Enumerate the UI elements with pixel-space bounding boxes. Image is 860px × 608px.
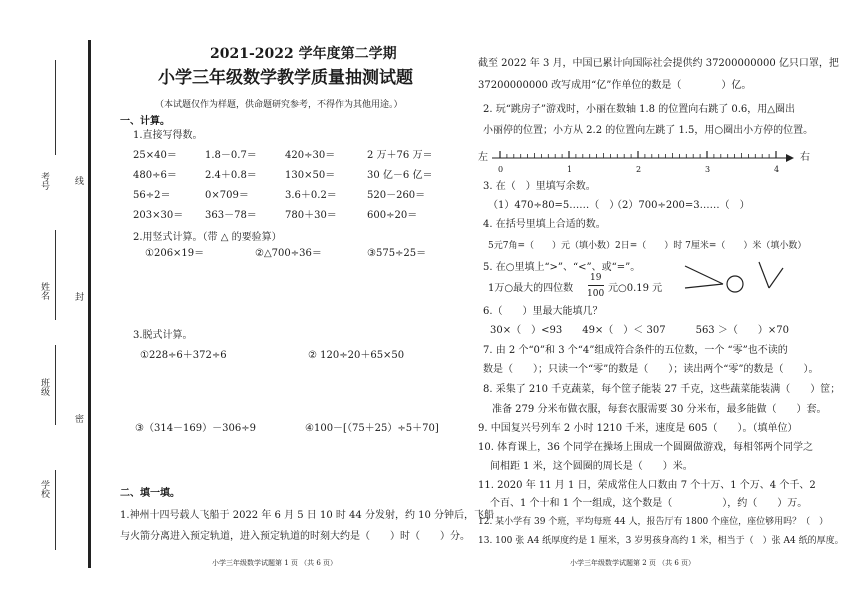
fill-q11-line2: 个百、1 个十和 1 个一组成，这个数是（ ），约（ ）万。 — [490, 498, 808, 509]
calc-cell: 2 万＋76 万＝ — [367, 150, 433, 161]
label-banji: 班级 — [39, 378, 49, 396]
fill-q7-line1: 7. 由 2 个“0”和 3 个“4”组成符合条件的五位数，一个 “零”也不读的 — [483, 345, 788, 356]
fill-q8-line2: 准备 279 分米布做衣服，每套衣服需要 30 分米布，最多能做（ ）套。 — [492, 404, 827, 415]
angle-comparison-figure — [683, 258, 793, 298]
fill-q1-line1: 1.神州十四号载人飞船于 2022 年 6 月 5 日 10 时 44 分发射，约 10 分钟后，飞船 — [120, 510, 495, 521]
mixed-calc-1: ①228÷6＋372÷6 — [140, 350, 227, 361]
calc-cell: 30 亿－6 亿＝ — [367, 170, 433, 181]
fill-q1-line4: 37200000000 改写成用“亿”作单位的数是（ ）亿。 — [478, 80, 752, 91]
binding-line — [55, 470, 56, 550]
calc-cell: 520－260＝ — [367, 190, 426, 201]
calc-cell: 600÷20＝ — [367, 210, 418, 221]
question-1-heading: 1.直接写得数。 — [133, 130, 203, 141]
fill-q11-line1: 11. 2020 年 11 月 1 日，荣成常住人口数由 7 个十万、1 个万、4 个千、2 — [478, 480, 816, 491]
label-xuexiao: 学校 — [39, 480, 49, 498]
label-xingming: 姓名 — [39, 282, 49, 300]
calc-cell: 3.6＋0.2＝ — [285, 190, 337, 201]
label-kaohao: 考号 — [39, 172, 49, 190]
fill-q1-line2: 与火箭分离进入预定轨道，进入预定轨道的时刻大约是（ ）时（ ）分。 — [120, 531, 470, 542]
fill-q3-a: （1）470÷80=5……（ ） — [488, 200, 620, 211]
fill-q10-line2: 间相距 1 米，这个圆圈的周长是（ ）米。 — [490, 461, 693, 472]
calc-cell: 25×40＝ — [133, 150, 177, 161]
fraction-denominator: 100 — [587, 289, 605, 299]
section-1-heading: 一、计算。 — [120, 116, 170, 127]
label-feng: 封 — [73, 292, 83, 301]
calc-cell: 363－78＝ — [205, 210, 257, 221]
calc-cell: 0×709＝ — [205, 190, 249, 201]
axis-tick-label: 1 — [567, 165, 573, 174]
calc-cell: 56÷2＝ — [133, 190, 171, 201]
fill-q2-line1: 2. 玩“跳房子”游戏时，小丽在数轴 1.8 的位置向右跳了 0.6，用△圈出 — [483, 104, 795, 115]
calc-cell: 130×50＝ — [285, 170, 336, 181]
fill-q12: 12. 某小学有 39 个班，平均每班 44 人，报告厅有 1800 个座位，座位够用吗？（ ） — [478, 517, 829, 527]
fraction-numerator: 19 — [590, 273, 602, 283]
fill-q5-a: 1万○最大的四位数 — [488, 283, 574, 294]
mixed-calc-4: ④100－[（75＋25）÷5＋70] — [305, 423, 439, 434]
axis-tick-label: 2 — [636, 165, 642, 174]
calc-cell: 203×30＝ — [133, 210, 184, 221]
fill-q5-b-tail: 元○0.19 元 — [608, 283, 663, 294]
mixed-calc-3: ③（314－169）－306÷9 — [135, 423, 256, 434]
fill-q1-line3: 截至 2022 年 3 月，中国已累计向国际社会提供约 37200000000 亿只口罩，把 — [478, 58, 839, 69]
exam-term: 2021-2022 学年度第二学期 — [210, 46, 397, 62]
fill-q10-line1: 10. 体育课上，36 个同学在操场上围成一个圆圈做游戏，每相邻两个同学之 — [478, 442, 813, 453]
exam-title: 小学三年级数学教学质量抽测试题 — [158, 68, 413, 88]
binding-bar — [88, 40, 91, 568]
binding-line — [55, 60, 56, 155]
fill-q3-heading: 3. 在（ ）里填写余数。 — [483, 181, 596, 192]
vertical-calc-2: ②△700÷36＝ — [255, 248, 322, 259]
vertical-calc-1: ①206×19＝ — [145, 248, 205, 259]
calc-cell: 480÷6＝ — [133, 170, 177, 181]
calc-cell: 2.4＋0.8＝ — [205, 170, 257, 181]
page-footer-1: 小学三年级数学试题第 1 页 （共 6 页） — [212, 559, 338, 567]
exam-note: （本试题仅作为样题，供命题研究参考，不得作为其他用途。） — [155, 100, 403, 110]
label-xian: 线 — [73, 176, 83, 185]
fill-q9: 9. 中国复兴号列车 2 小时 1210 千米，速度是 605（ ）。（填单位） — [478, 423, 798, 434]
calc-cell: 420÷30＝ — [285, 150, 336, 161]
question-3-heading: 3.脱式计算。 — [133, 330, 193, 341]
fill-q2-line2: 小丽停的位置；小方从 2.2 的位置向左跳了 1.5，用○圈出小方停的位置。 — [483, 125, 814, 136]
axis-tick-label: 3 — [705, 165, 711, 174]
binding-line — [55, 345, 56, 425]
mixed-calc-2: ② 120÷20＋65×50 — [308, 350, 405, 361]
fill-q8-line1: 8. 采集了 210 千克蔬菜，每个筐子能装 27 千克，这些蔬菜能装满（ ）筐； — [483, 384, 841, 395]
section-2-heading: 二、填一填。 — [120, 488, 180, 499]
axis-tick-label: 0 — [498, 165, 504, 174]
calc-cell: 780＋30＝ — [285, 210, 337, 221]
fill-q7-line2: 数是（ ）；只读一个“零”的数是（ ）；读出两个“零”的数是（ ）。 — [483, 364, 819, 375]
binding-line — [55, 230, 56, 320]
axis-right-label: 右 — [800, 152, 810, 163]
fill-q3-b: （2）700÷200=3……（ ） — [612, 200, 750, 211]
fill-q13: 13. 100 张 A4 纸厚度约是 1 厘米，3 岁男孩身高约 1 米，相当于（ ）张 A4 纸的厚度。 — [478, 536, 844, 546]
number-line — [478, 148, 810, 178]
fill-q5-heading: 5. 在○里填上“>”、“<”、或“=”。 — [483, 262, 641, 273]
fill-q6-heading: 6.（ ）里最大能填几？ — [483, 306, 603, 317]
vertical-calc-3: ③575÷25＝ — [367, 248, 427, 259]
fill-q4-items: 5元7角=（ ）元（填小数）2日=（ ）时 7厘米=（ ）米（填小数） — [488, 241, 807, 251]
label-mi: 密 — [73, 414, 83, 423]
page-footer-2: 小学三年级数学试题第 2 页 （共 6 页） — [570, 559, 696, 567]
fill-q4-heading: 4. 在括号里填上合适的数。 — [483, 219, 606, 230]
fraction-bar — [588, 285, 604, 286]
fill-q6-items: 30×（ ）<93 49×（ ）＜ 307 563 ＞（ ）×70 — [490, 325, 789, 336]
axis-left-label: 左 — [478, 152, 488, 163]
question-2-heading: 2.用竖式计算。（带 △ 的要验算） — [133, 232, 282, 243]
axis-tick-label: 4 — [774, 165, 780, 174]
calc-cell: 1.8－0.7＝ — [205, 150, 257, 161]
